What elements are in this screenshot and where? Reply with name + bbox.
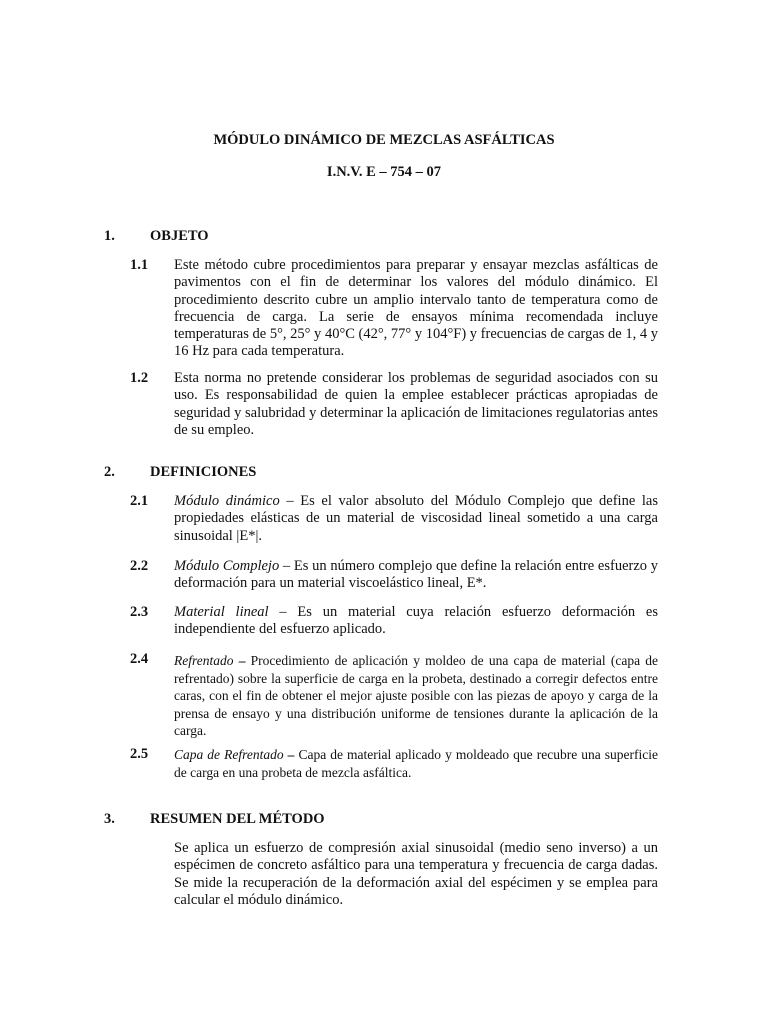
definition-text: [174, 652, 658, 740]
definition-term: Capa de Refrentado: [174, 747, 284, 762]
definition-text: [174, 746, 658, 781]
clause-number: 2.3: [130, 604, 149, 620]
definition-term: Módulo dinámico: [174, 493, 280, 509]
definition-dash: –: [268, 604, 298, 620]
definition-term: Módulo Complejo: [174, 558, 280, 574]
clause-text: Este método cubre procedimientos para preparar y ensayar mezclas asfálticas de pavimentos con el fin de determinar los valores del módulo dinámico. El procedimiento descrito cubre un amplio intervalo tanto de temperatura como de frecuencia de carga. La serie de ensayos mínima recomendada incluye temperaturas de 5°, 25° y 40°C (42°, 77° y 104°F) y frecuencias de cargas de 1, 4 y 16 Hz para cada temperatura.: [174, 257, 658, 360]
definition-body: Procedimiento de aplicación y moldeo de una capa de material (capa de refrentado) sobre la superficie de carga en la probeta, destinado a corregir defectos entre caras, con el fin de obtener el mejor ajuste posible con las piezas de apoyo y carga de la prensa de ensayo y una distribución uniforme de tensiones durante la aplicación de la carga.: [174, 653, 659, 739]
definition-body: Es un material cuya relación esfuerzo deformación es independiente del esfuerzo aplicado.: [174, 604, 658, 638]
document-title: MÓDULO DINÁMICO DE MEZCLAS ASFÁLTICAS: [213, 132, 555, 148]
clause-text: Esta norma no pretende considerar los problemas de seguridad asociados con su uso. Es responsabilidad de quien la emplee establecer prácticas apropiadas de seguridad y salubridad y determinar la aplicación de limitaciones regulatorias antes de su empleo.: [174, 370, 658, 438]
section-label: RESUMEN DEL MÉTODO: [150, 811, 325, 827]
definition-dash: –: [283, 747, 299, 762]
section-number: 2.: [104, 464, 115, 480]
definition-dash: –: [279, 558, 294, 574]
section-number: 1.: [104, 228, 115, 244]
summary-text: Se aplica un esfuerzo de compresión axial sinusoidal (medio seno inverso) a un espécimen de concreto asfáltico para una temperatura y frecuencia de carga dadas. Se mide la recuperación de la deformación axial del espécimen y se emplea para calcular el módulo dinámico.: [174, 840, 658, 908]
definition-text: [174, 493, 658, 545]
section-label: OBJETO: [150, 228, 209, 244]
clause-number: 2.4: [130, 651, 149, 667]
definition-term: Material lineal: [174, 604, 269, 620]
section-number: 3.: [104, 811, 115, 827]
definition-text: [174, 558, 658, 593]
definition-body: Capa de material aplicado y moldeado que recubre una superficie de carga en una probeta de mezcla asfáltica.: [174, 747, 659, 780]
clause-number: 2.2: [130, 558, 149, 574]
clause-number: 1.2: [130, 370, 149, 386]
clause-number: 2.1: [130, 493, 149, 509]
definition-text: [174, 604, 658, 639]
definition-term: Refrentado: [174, 653, 234, 668]
clause-number: 1.1: [130, 257, 149, 273]
definition-dash: –: [279, 493, 301, 509]
clause-number: 2.5: [130, 746, 149, 762]
definition-body: Es el valor absoluto del Módulo Complejo que define las propiedades elásticas de un material de viscosidad lineal sometido a una carga sinusoidal |E*|.: [174, 493, 658, 544]
definition-body: Es un número complejo que define la relación entre esfuerzo y deformación para un material viscoelástico lineal, E*.: [174, 558, 658, 592]
definition-dash: –: [233, 653, 251, 668]
section-label: DEFINICIONES: [150, 464, 257, 480]
document-code: I.N.V. E – 754 – 07: [326, 164, 442, 180]
